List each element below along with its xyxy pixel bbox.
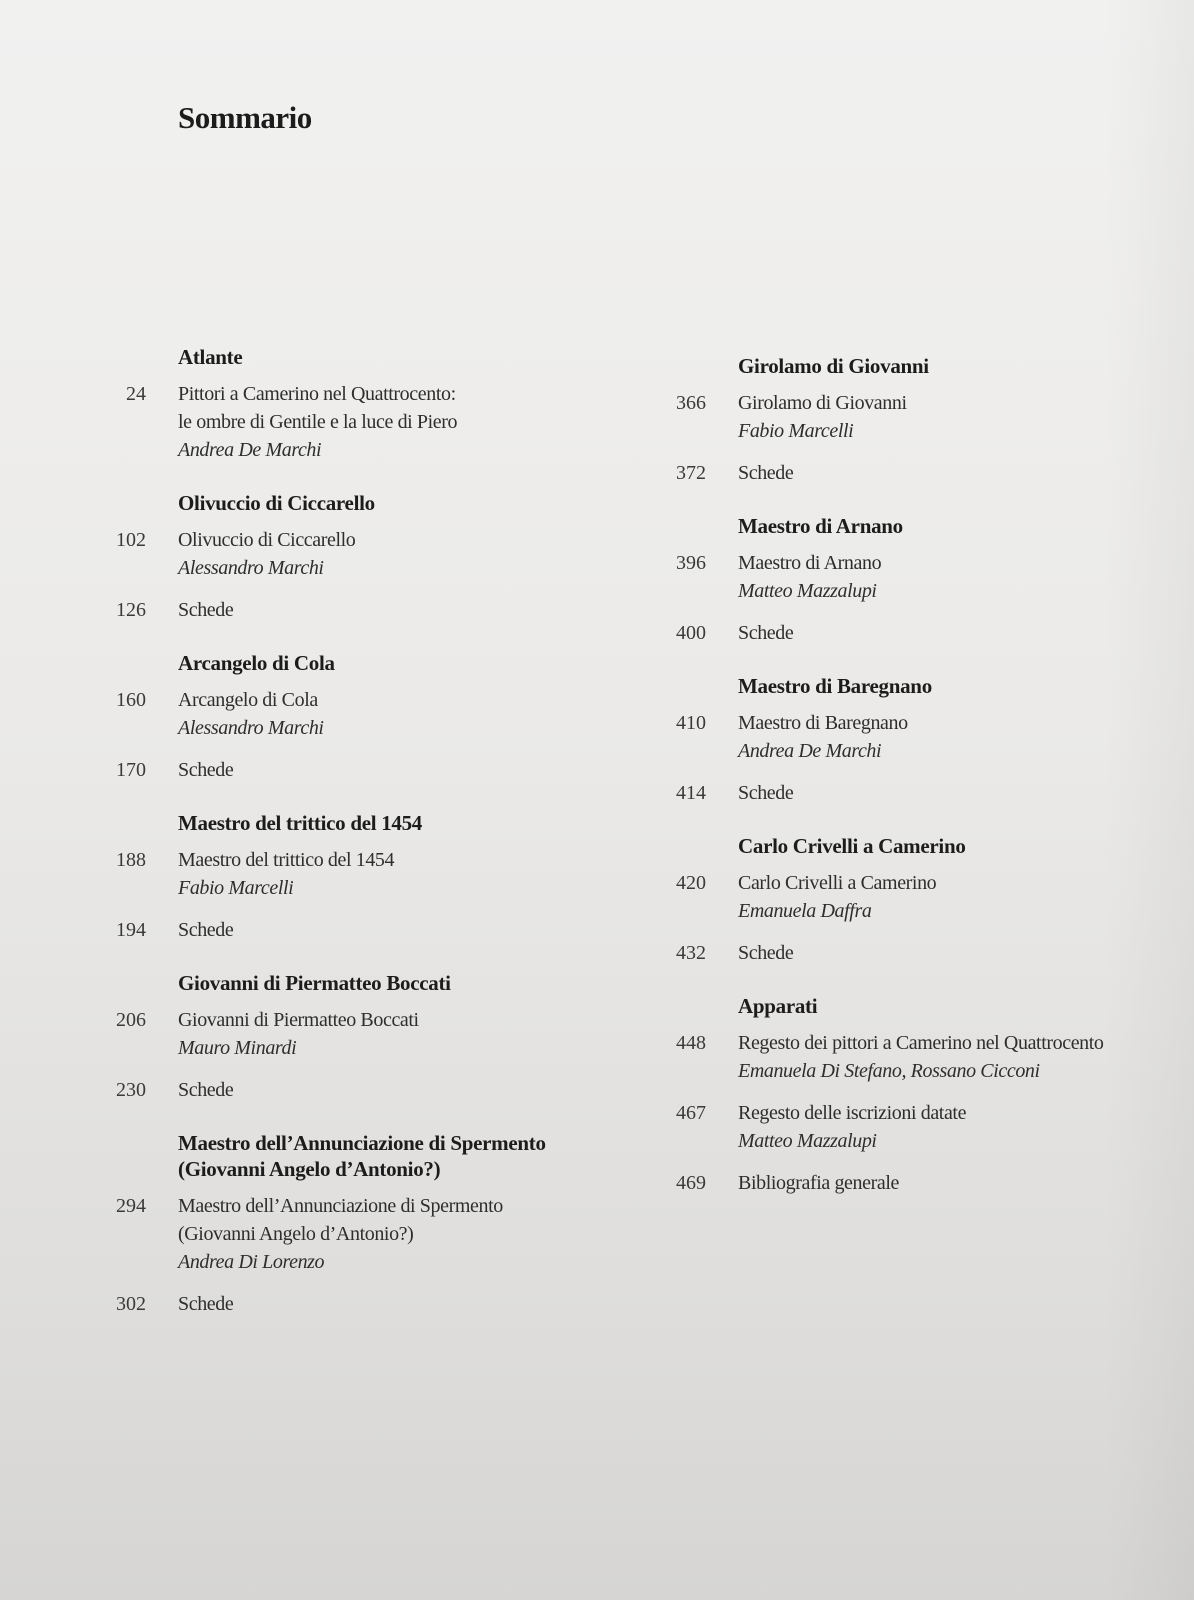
entry-author: Alessandro Marchi — [178, 557, 324, 579]
entry-title-line: Schede — [738, 622, 794, 644]
page-number: 467 — [676, 1102, 706, 1124]
page-number: 372 — [676, 462, 706, 484]
toc-entry[interactable] — [672, 779, 1142, 807]
entry-title-line: Schede — [178, 1079, 234, 1101]
toc-entry[interactable] — [672, 939, 1142, 967]
toc-entry[interactable] — [672, 709, 1142, 765]
page-number: 188 — [116, 849, 146, 871]
toc-section — [112, 810, 612, 944]
toc-section — [672, 513, 1142, 647]
page-number: 396 — [676, 552, 706, 574]
toc-entry[interactable] — [112, 686, 612, 742]
toc-entry[interactable] — [112, 380, 612, 464]
entry-author: Matteo Mazzalupi — [738, 1130, 877, 1152]
entry-title-line: Arcangelo di Cola — [178, 689, 318, 711]
toc-entry[interactable] — [672, 869, 1142, 925]
section-heading: Olivuccio di Ciccarello — [178, 491, 375, 515]
section-heading: Giovanni di Piermatteo Boccati — [178, 971, 451, 995]
toc-section — [672, 353, 1142, 487]
toc-section — [672, 833, 1142, 967]
page-number: 414 — [676, 782, 706, 804]
entry-title-line: Schede — [178, 759, 234, 781]
entry-title — [738, 1029, 1142, 1057]
toc-entry[interactable] — [112, 916, 612, 944]
entry-title-line: Regesto delle iscrizioni datate — [738, 1102, 967, 1124]
entry-title-line: Olivuccio di Ciccarello — [178, 529, 356, 551]
section-heading: Atlante — [178, 345, 243, 369]
entry-title-line: Regesto dei pittori a Camerino nel Quattrocento — [738, 1032, 1104, 1054]
toc-entry[interactable] — [672, 1099, 1142, 1155]
entry-author: Andrea Di Lorenzo — [178, 1251, 325, 1273]
entry-title — [178, 526, 612, 554]
page-number: 170 — [116, 759, 146, 781]
section-heading: Maestro di Arnano — [738, 514, 903, 538]
section-heading: Arcangelo di Cola — [178, 651, 335, 675]
entry-title-line: Schede — [738, 942, 794, 964]
section-heading — [178, 1130, 612, 1182]
page-number: 102 — [116, 529, 146, 551]
toc-section — [112, 490, 612, 624]
entry-title-line: (Giovanni Angelo d’Antonio?) — [178, 1223, 414, 1245]
section-heading: Apparati — [738, 994, 818, 1018]
toc-section — [672, 673, 1142, 807]
page-title: Sommario — [178, 100, 312, 135]
entry-title-line: Bibliografia generale — [738, 1172, 899, 1194]
entry-title — [178, 1076, 612, 1104]
entry-title-line: Schede — [738, 782, 794, 804]
toc-section — [112, 970, 612, 1104]
entry-title-line: Schede — [178, 1293, 234, 1315]
entry-title — [178, 380, 612, 436]
entry-title — [738, 709, 1142, 737]
entry-title — [738, 549, 1142, 577]
page-number: 160 — [116, 689, 146, 711]
entry-title — [178, 1290, 612, 1318]
page-number: 366 — [676, 392, 706, 414]
toc-section — [672, 993, 1142, 1197]
entry-title — [178, 916, 612, 944]
page-number: 24 — [126, 383, 146, 405]
toc-section — [112, 1130, 612, 1318]
toc-entry[interactable] — [112, 1192, 612, 1276]
entry-author: Mauro Minardi — [178, 1037, 297, 1059]
section-heading-line: (Giovanni Angelo d’Antonio?) — [178, 1157, 441, 1181]
toc-entry[interactable] — [112, 846, 612, 902]
section-heading-line: Maestro dell’Annunciazione di Spermento — [178, 1131, 546, 1155]
toc-entry[interactable] — [672, 389, 1142, 445]
entry-title-line: Carlo Crivelli a Camerino — [738, 872, 937, 894]
entry-title — [738, 389, 1142, 417]
toc-entry[interactable] — [112, 1076, 612, 1104]
entry-title — [178, 1006, 612, 1034]
page-number: 400 — [676, 622, 706, 644]
entry-title-line: Schede — [178, 599, 234, 621]
section-heading: Girolamo di Giovanni — [738, 354, 929, 378]
entry-title-line: Maestro dell’Annunciazione di Spermento — [178, 1195, 503, 1217]
page-number: 294 — [116, 1195, 146, 1217]
entry-author: Fabio Marcelli — [738, 420, 854, 442]
entry-title — [738, 1099, 1142, 1127]
entry-title — [738, 779, 1142, 807]
entry-author: Emanuela Di Stefano, Rossano Cicconi — [738, 1060, 1040, 1082]
toc-entry[interactable] — [672, 549, 1142, 605]
toc-entry[interactable] — [112, 596, 612, 624]
page-number: 302 — [116, 1293, 146, 1315]
entry-title-line: Maestro di Arnano — [738, 552, 882, 574]
page-number: 432 — [676, 942, 706, 964]
entry-title — [178, 686, 612, 714]
entry-title-line: Girolamo di Giovanni — [738, 392, 907, 414]
entry-title — [738, 939, 1142, 967]
toc-section — [112, 650, 612, 784]
toc-entry[interactable] — [112, 756, 612, 784]
entry-title-line: Maestro del trittico del 1454 — [178, 849, 395, 871]
toc-entry[interactable] — [672, 619, 1142, 647]
entry-title-line: le ombre di Gentile e la luce di Piero — [178, 411, 458, 433]
toc-right-column — [672, 353, 1142, 1223]
entry-title — [178, 846, 612, 874]
page-number: 410 — [676, 712, 706, 734]
page-number: 469 — [676, 1172, 706, 1194]
entry-author: Matteo Mazzalupi — [738, 580, 877, 602]
toc-entry[interactable] — [672, 1029, 1142, 1085]
entry-title-line: Pittori a Camerino nel Quattrocento: — [178, 383, 456, 405]
entry-author: Alessandro Marchi — [178, 717, 324, 739]
section-heading: Maestro di Baregnano — [738, 674, 932, 698]
toc-entry[interactable] — [112, 1006, 612, 1062]
toc-entry[interactable] — [112, 1290, 612, 1318]
entry-title-line: Schede — [178, 919, 234, 941]
page-number: 448 — [676, 1032, 706, 1054]
entry-title — [738, 1169, 1142, 1197]
entry-title-line: Schede — [738, 462, 794, 484]
page-number: 206 — [116, 1009, 146, 1031]
toc-entry[interactable] — [672, 459, 1142, 487]
entry-title — [178, 1192, 612, 1248]
toc-entry[interactable] — [672, 1169, 1142, 1197]
entry-author: Fabio Marcelli — [178, 877, 294, 899]
entry-author: Emanuela Daffra — [738, 900, 872, 922]
entry-author: Andrea De Marchi — [738, 740, 882, 762]
entry-title — [738, 459, 1142, 487]
page-number: 420 — [676, 872, 706, 894]
page-number: 194 — [116, 919, 146, 941]
entry-title — [738, 869, 1142, 897]
entry-title — [738, 619, 1142, 647]
section-heading: Carlo Crivelli a Camerino — [738, 834, 966, 858]
entry-title — [178, 756, 612, 784]
section-heading: Maestro del trittico del 1454 — [178, 811, 423, 835]
toc-section — [112, 344, 612, 464]
toc-left-column — [112, 344, 612, 1344]
page-number: 126 — [116, 599, 146, 621]
entry-author: Andrea De Marchi — [178, 439, 322, 461]
toc-entry[interactable] — [112, 526, 612, 582]
entry-title-line: Giovanni di Piermatteo Boccati — [178, 1009, 419, 1031]
entry-title-line: Maestro di Baregnano — [738, 712, 908, 734]
entry-title — [178, 596, 612, 624]
page-number: 230 — [116, 1079, 146, 1101]
